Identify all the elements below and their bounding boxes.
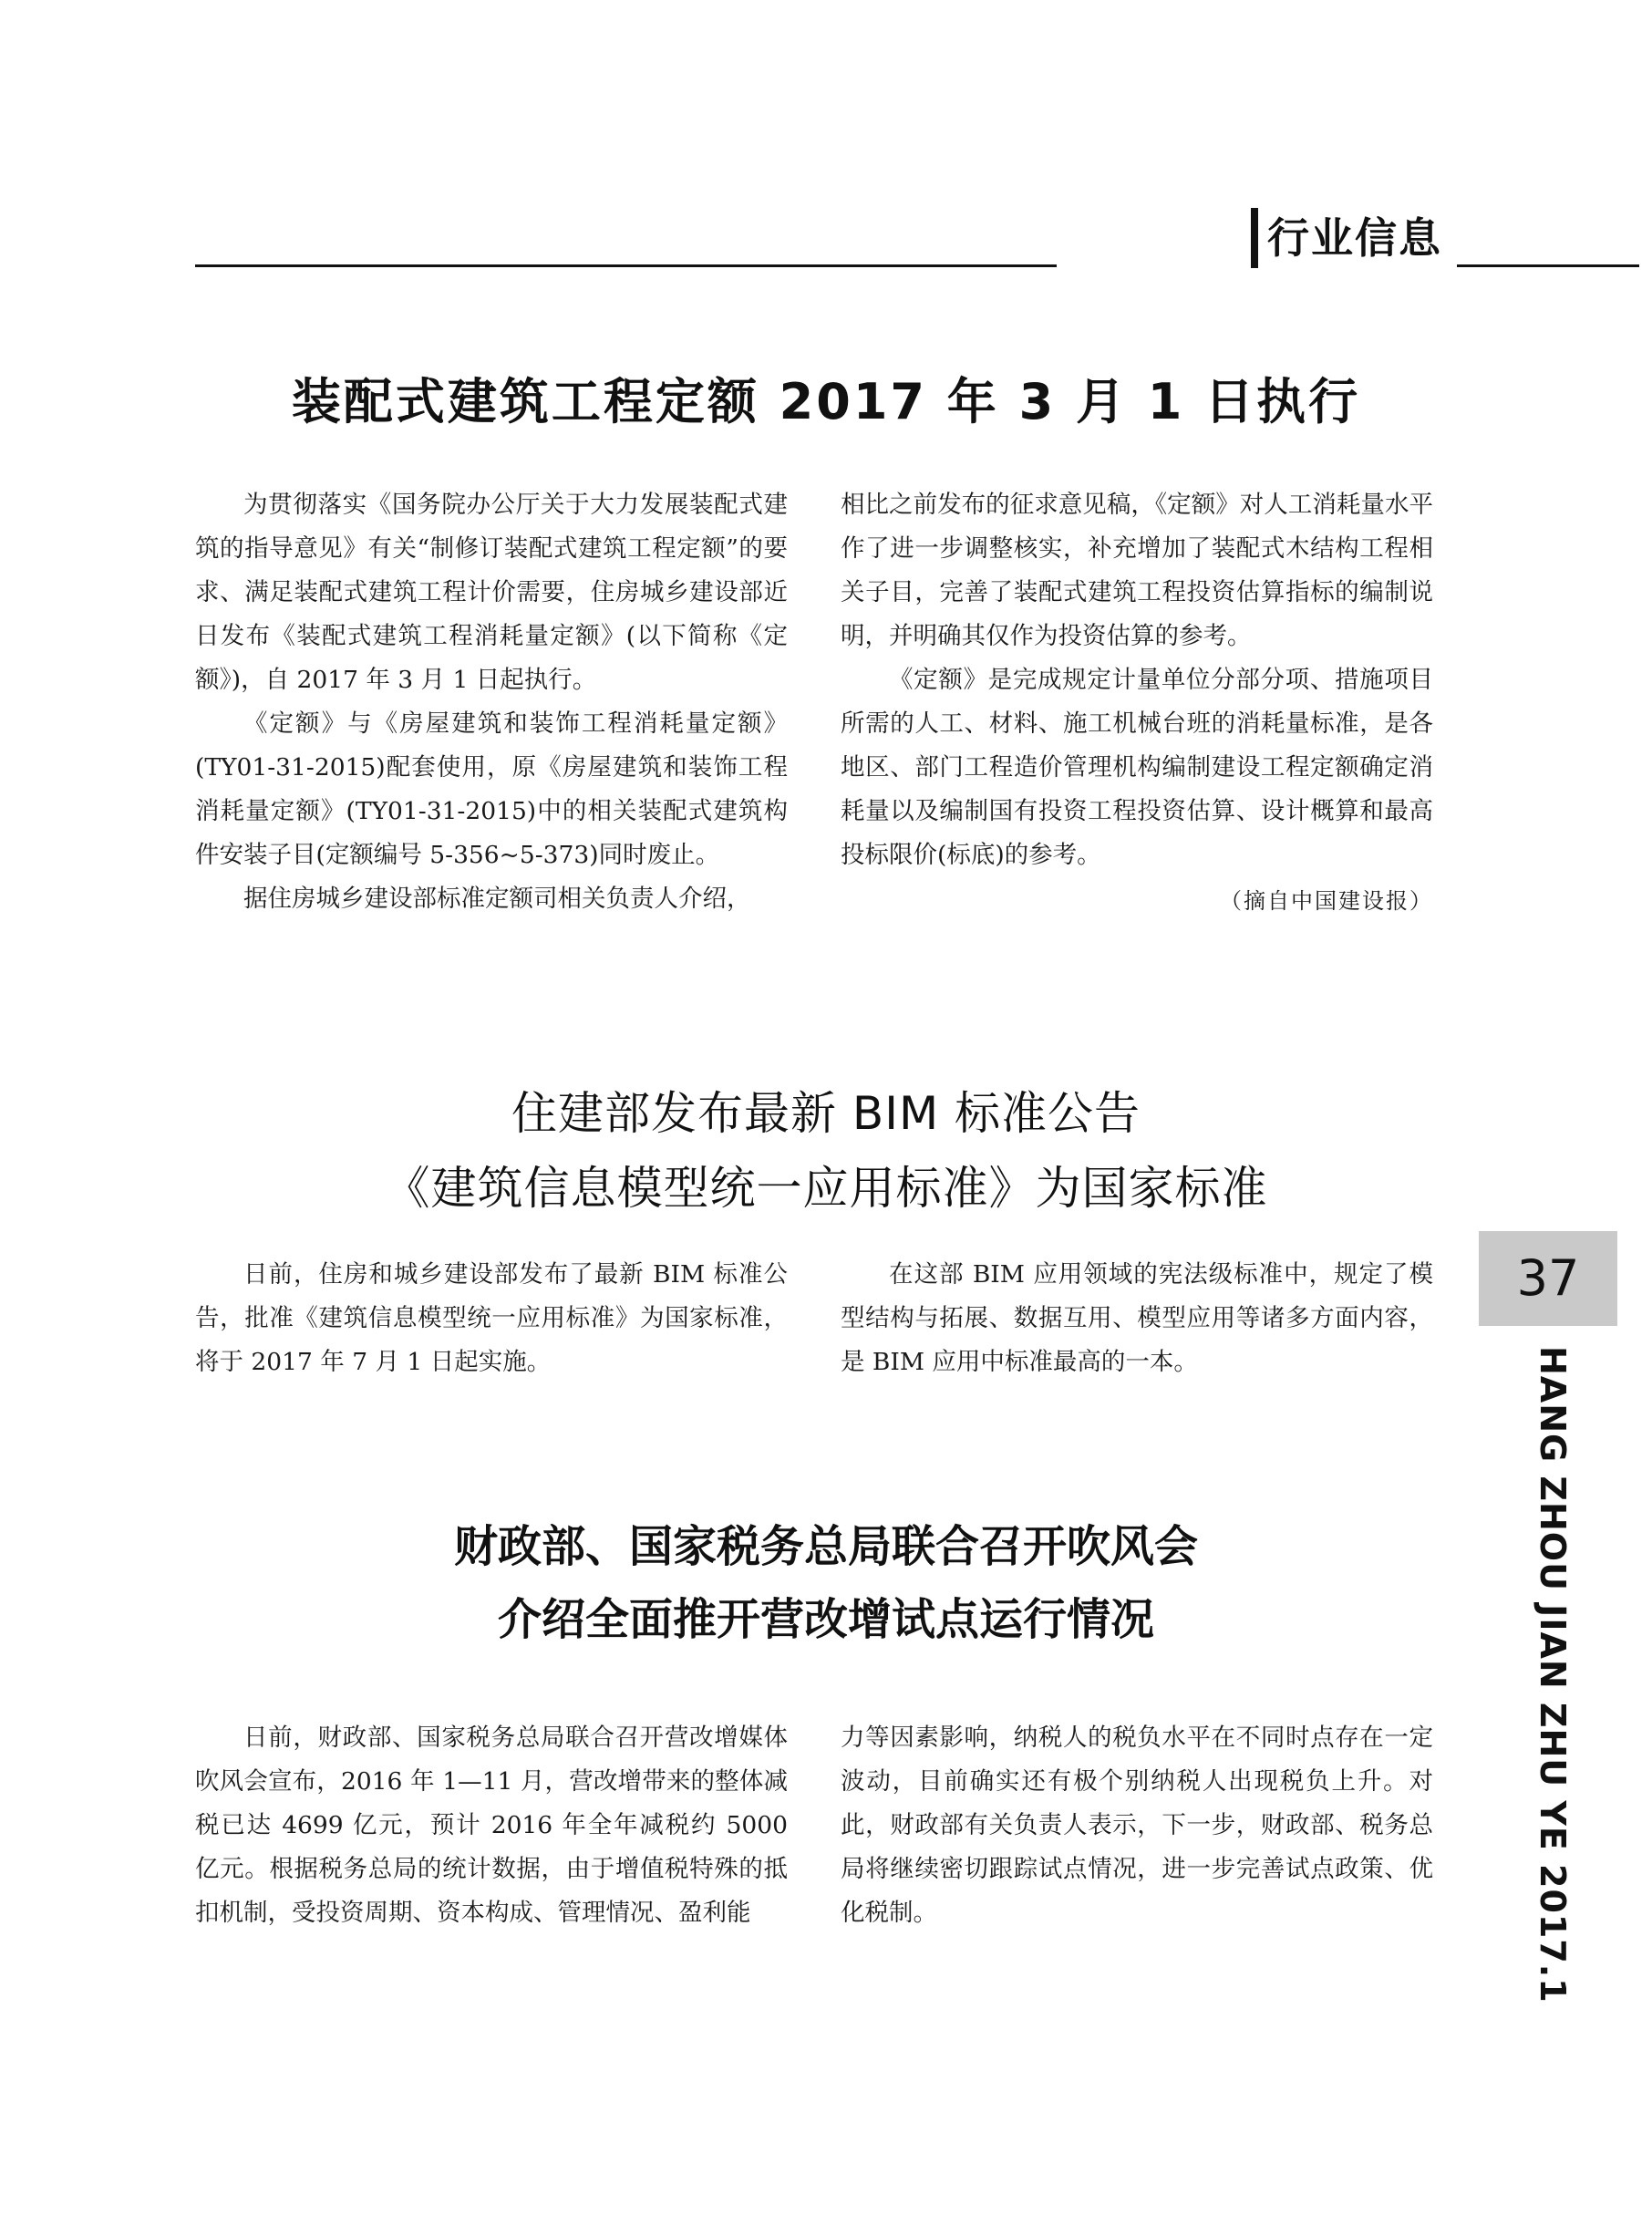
article-2-title-line-2: 《建筑信息模型统一应用标准》为国家标准 xyxy=(384,1162,1268,1215)
page-number-tab: 37 xyxy=(1479,1231,1617,1326)
article-1-left-column xyxy=(195,483,788,921)
article-3-title-line-1: 财政部、国家税务总局联合召开吹风会 xyxy=(453,1521,1198,1572)
article-1-source: （摘自中国建设报） xyxy=(1220,888,1433,914)
article-3-paragraph-2: 力等因素影响，纳税人的税负水平在不同时点存在一定波动，目前确实还有极个别纳税人出现税负上升。对此，财政部有关负责人表示，下一步，财政部、税务总局将继续密切跟踪试点情况，进一步完善试点政策、优化税制。 xyxy=(841,1724,1433,1927)
header-label-bar xyxy=(1251,208,1258,268)
header-rule-left xyxy=(195,264,1057,267)
running-title: HANG ZHOU JIAN ZHU YE 2017.1 xyxy=(1533,1346,1573,2003)
article-2-title xyxy=(0,1076,1652,1226)
article-2-right-column xyxy=(841,1253,1433,1384)
article-1-title: 装配式建筑工程定额 2017 年 3 月 1 日执行 xyxy=(291,373,1361,430)
article-2-paragraph-1: 日前，住房和城乡建设部发布了最新 BIM 标准公告，批准《建筑信息模型统一应用标准》为国家标准，将于 2017 年 7 月 1 日起实施。 xyxy=(195,1260,788,1376)
section-label: 行业信息 xyxy=(1267,213,1442,263)
article-3-paragraph-1: 日前，财政部、国家税务总局联合召开营改增媒体吹风会宣布，2016 年 1—11 月，营改增带来的整体减税已达 4699 亿元，预计 2016 年全年减税约 5000 亿元。根据税务总局的统计数据，由于增值税特殊的抵扣机制，受投资周期、资本构成、管理情况、盈利能 xyxy=(195,1724,788,1927)
article-3-left-column xyxy=(195,1716,788,1935)
section-header xyxy=(195,208,1450,274)
article-1-right-column xyxy=(841,483,1433,923)
article-1-paragraph-2: 《定额》与《房屋建筑和装饰工程消耗量定额》(TY01-31-2015)配套使用，原《房屋建筑和装饰工程消耗量定额》(TY01-31-2015)中的相关装配式建筑构件安装子目(定额编号 5-356~5-373)同时废止。 xyxy=(195,709,788,869)
article-3-title xyxy=(0,1510,1652,1656)
article-2-title-line-1: 住建部发布最新 BIM 标准公告 xyxy=(511,1087,1141,1140)
article-2-left-column xyxy=(195,1253,788,1384)
header-rule-right xyxy=(1457,264,1639,267)
article-1-paragraph-1: 为贯彻落实《国务院办公厅关于大力发展装配式建筑的指导意见》有关“制修订装配式建筑工程定额”的要求、满足装配式建筑工程计价需要，住房城乡建设部近日发布《装配式建筑工程消耗量定额》(以下简称《定额》)，自 2017 年 3 月 1 日起执行。 xyxy=(195,491,788,694)
article-2-paragraph-2: 在这部 BIM 应用领域的宪法级标准中，规定了模型结构与拓展、数据互用、模型应用等诸多方面内容，是 BIM 应用中标准最高的一本。 xyxy=(841,1260,1433,1376)
article-3-right-column xyxy=(841,1716,1433,1935)
article-1-paragraph-5: 《定额》是完成规定计量单位分部分项、措施项目所需的人工、材料、施工机械台班的消耗量标准，是各地区、部门工程造价管理机构编制建设工程定额确定消耗量以及编制国有投资工程投资估算、设计概算和最高投标限价(标底)的参考。 xyxy=(841,666,1433,869)
article-1-paragraph-4: 相比之前发布的征求意见稿，《定额》对人工消耗量水平作了进一步调整核实，补充增加了装配式木结构工程相关子目，完善了装配式建筑工程投资估算指标的编制说明，并明确其仅作为投资估算的参考。 xyxy=(841,491,1433,650)
article-1-paragraph-3: 据住房城乡建设部标准定额司相关负责人介绍， xyxy=(243,885,751,913)
article-3-title-line-2: 介绍全面推开营改增试点运行情况 xyxy=(497,1594,1154,1645)
